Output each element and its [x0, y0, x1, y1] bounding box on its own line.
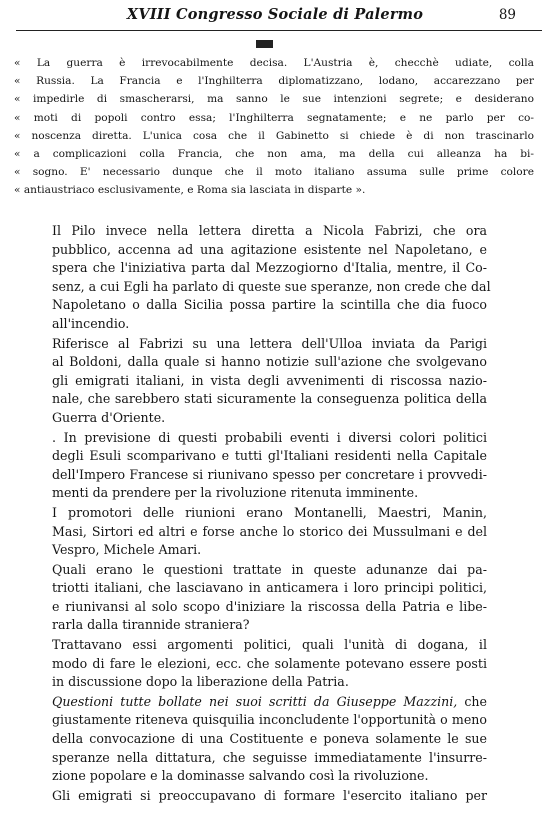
- text-line: all'incendio.: [52, 315, 130, 331]
- text-line: in discussione dopo la liberazione della Patria.: [52, 674, 349, 690]
- paragraph: [52, 787, 487, 806]
- quote-line: « antiaustriaco esclusivamente, e Roma sia lasciata in disparte ».: [14, 184, 366, 197]
- running-head: [0, 6, 550, 30]
- quote-line: « noscenza diretta. L'unica cosa che il Gabinetto si chiede è di non trascinarlo: [14, 129, 534, 142]
- text-line: I promotori delle riunioni erano Montanelli, Maestri, Manin,: [52, 504, 487, 520]
- text-line: Vespro, Michele Amari.: [52, 542, 202, 558]
- text-line: gli emigrati italiani, in vista degli avvenimenti di riscossa nazio-: [52, 372, 487, 388]
- header-rule: [16, 30, 542, 31]
- text-line: menti da prendere per la rivoluzione ritenuta imminente.: [52, 485, 419, 501]
- text-line: . In previsione di questi probabili eventi i diversi colori politici: [52, 429, 487, 445]
- page-number: 89: [498, 7, 516, 23]
- text-line: speranze nella dittatura, che seguisse immediatamente l'insurre-: [52, 749, 487, 765]
- text-line: Il Pilo invece nella lettera diretta a Nicola Fabrizi, che ora: [52, 223, 487, 238]
- paragraph: [52, 504, 487, 560]
- text-line: Masi, Sirtori ed altri e forse anche lo storico dei Mussulmani e del: [52, 523, 487, 539]
- text-line: Riferisce al Fabrizi su una lettera dell'Ulloa inviata da Parigi: [52, 335, 487, 351]
- text-line: senz, a cui Egli ha parlato di queste sue speranze, non crede che dal: [52, 278, 491, 294]
- running-head-title: XVIII Congresso Sociale di Palermo: [126, 6, 424, 23]
- quote-line: « La guerra è irrevocabilmente decisa. L'Austria è, checchè udiate, colla: [14, 57, 534, 69]
- paragraph: [52, 335, 487, 428]
- quote-line: « impedirle di smascherarsi, ma sanno le sue intenzioni segrete; e desiderano: [14, 93, 534, 106]
- text-line: al Boldoni, dalla quale si hanno notizie sull'azione che svolgevano: [52, 354, 487, 370]
- quote-line: « sogno. E' necessario dunque che il moto italiano assuma sulle prime colore: [14, 166, 534, 179]
- text-line: Guerra d'Oriente.: [52, 409, 166, 425]
- text-line: giustamente riteneva quisquilia inconcludente l'opportunità o meno: [52, 712, 487, 728]
- text-line: spera che l'iniziativa parta dal Mezzogiorno d'Italia, mentre, il Co-: [52, 260, 487, 276]
- italic-phrase: Questioni tutte bollate nei suoi scritti da Giuseppe Mazzini,: [52, 693, 458, 709]
- text-line: triotti italiani, che lasciavano in anticamera i loro principi politici,: [52, 580, 487, 596]
- ink-blot: [256, 40, 273, 48]
- paragraph: [52, 561, 487, 635]
- quote-line: « moti di popoli contro essa; l'Inghilterra segnatamente; e ne parlo per co-: [14, 111, 534, 124]
- paragraph: [52, 429, 487, 503]
- body-text: [52, 222, 491, 805]
- quoted-letter: [14, 54, 534, 200]
- text-line: nale, che sarebbero stati sicuramente la conseguenza politica della: [52, 391, 487, 407]
- text-line: Gli emigrati si preoccupavano di formare l'esercito italiano per: [52, 787, 487, 803]
- paragraph: [52, 222, 491, 334]
- text-line: Trattavano essi argomenti politici, quali l'unità di dogana, il: [52, 637, 487, 653]
- text-line: zione popolare e la dominasse salvando così la rivoluzione.: [52, 768, 429, 784]
- text-line: rarla dalla tirannide straniera?: [52, 617, 250, 633]
- text-line: della convocazione di una Costituente e poneva solamente le sue: [52, 731, 487, 747]
- text-line: Quali erano le questioni trattate in queste adunanze dai pa-: [52, 561, 487, 577]
- text-line-italic-lead: Questioni tutte bollate nei suoi scritti da Giuseppe Mazzini, che: [52, 693, 487, 709]
- quote-line: « Russia. La Francia e l'Inghilterra diplomatizzano, lodano, accarezzano per: [14, 75, 534, 88]
- paragraph: [52, 636, 487, 692]
- text-line: e riunivansi al solo scopo d'iniziare la riscossa della Patria e libe-: [52, 598, 487, 614]
- text-line: dell'Impero Francese si riunivano spesso per concretare i provvedi-: [52, 466, 487, 482]
- paragraph: [52, 693, 487, 786]
- text-line: degli Esuli scomparivano e tutti gl'Italiani residenti nella Capitale: [52, 448, 487, 464]
- text-line: modo di fare le elezioni, ecc. che solamente potevano essere posti: [52, 655, 487, 671]
- quote-line: « a complicazioni colla Francia, che non ama, ma della cui alleanza ha bi-: [14, 148, 534, 161]
- text-line: Napoletano o dalla Sicilia possa partire la scintilla che dia fuoco: [52, 297, 487, 313]
- text-line: pubblico, accenna ad una agitazione esistente nel Napoletano, e: [52, 241, 487, 257]
